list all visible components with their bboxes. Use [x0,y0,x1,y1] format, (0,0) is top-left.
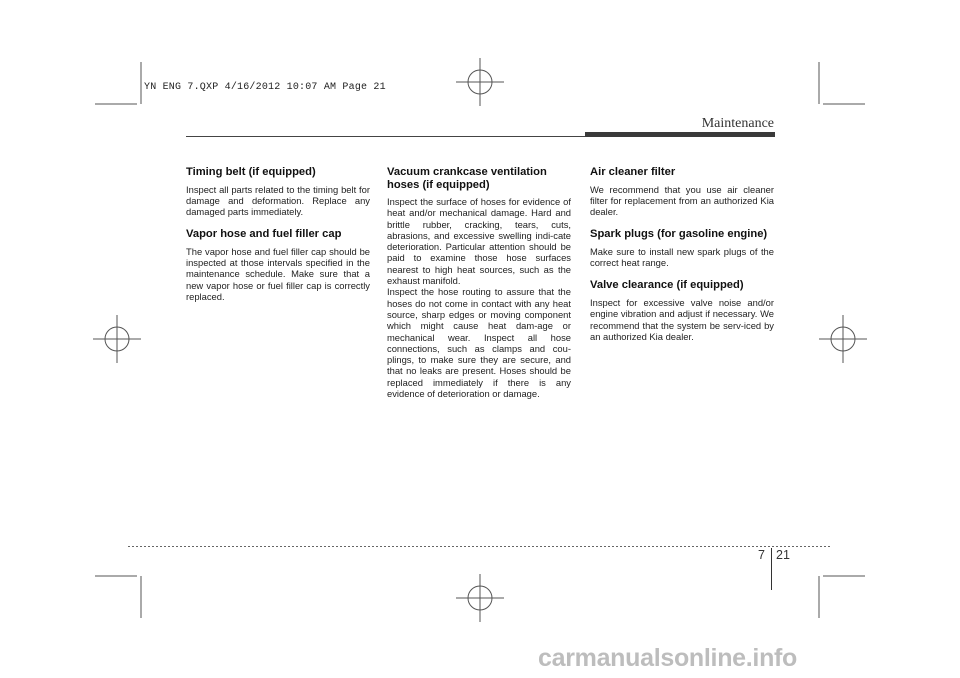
crop-mark-bottom-left [95,576,141,618]
page-number: 21 [776,548,790,562]
paragraph-vapor-hose: The vapor hose and fuel filler cap should be inspected at those intervals specified in the maintenance schedule. Make sure that a new vapor hose or fuel filler cap is correctly replaced. [186,245,370,303]
paragraph-vacuum-crankcase-2: Inspect the hose routing to assure that the hoses do not come in contact with any heat source, sharp edges or moving component which might cause heat dam-age or mechanical wear. Inspect all hose connections, such as clamps and cou-plings, to make sure they are secure, and that no leaks are present. Hoses should be replaced immediately if there is any evidence of deterioration or damage. [387,286,571,400]
paragraph-spark-plugs: Make sure to install new spark plugs of the correct heat range. [590,245,774,269]
registration-mark-left [93,315,141,363]
heading-air-cleaner: Air cleaner filter [590,166,676,178]
header-tab-bar [585,132,775,137]
crop-mark-top-right [819,62,865,104]
text-column-1 [186,166,370,302]
chapter-number: 7 [758,548,765,562]
registration-mark-bottom [456,574,504,622]
heading-spark-plugs: Spark plugs (for gasoline engine) [590,228,768,241]
text-column-3 [590,166,774,342]
heading-vacuum-crankcase: Vacuum crankcase ventilation hoses (if equipped) [387,166,547,191]
paragraph-valve-clearance: Inspect for excessive valve noise and/or engine vibration and adjust if necessary. We recommend that the system be serv-iced by an authorized Kia dealer. [590,296,774,342]
section-title: Maintenance [701,116,774,131]
paragraph-air-cleaner: We recommend that you use air cleaner filter for replacement from an authorized Kia dealer. [590,183,774,218]
print-slug: YN ENG 7.QXP 4/16/2012 10:07 AM Page 21 [144,82,386,93]
crop-mark-bottom-right [819,576,865,618]
site-watermark: carmanualsonline.info [538,644,798,672]
paragraph-timing-belt: Inspect all parts related to the timing belt for damage and deformation. Replace any damaged parts immediately. [186,183,370,218]
crop-mark-top-left [95,62,141,104]
heading-vapor-hose: Vapor hose and fuel filler cap [186,228,342,241]
registration-mark-top [456,58,504,106]
text-column-2 [387,166,571,399]
paragraph-vacuum-crankcase-1: Inspect the surface of hoses for evidence of heat and/or mechanical damage. Hard and brittle rubber, cracking, tears, cuts, abrasions, and excessive swelling indi-cate deterioration. Particular attention should be paid to examine those hose surfaces nearest to high heat sources, such as the exhaust manifold. [387,196,571,287]
registration-mark-right [819,315,867,363]
heading-valve-clearance: Valve clearance (if equipped) [590,279,744,292]
heading-timing-belt: Timing belt (if equipped) [186,166,316,178]
